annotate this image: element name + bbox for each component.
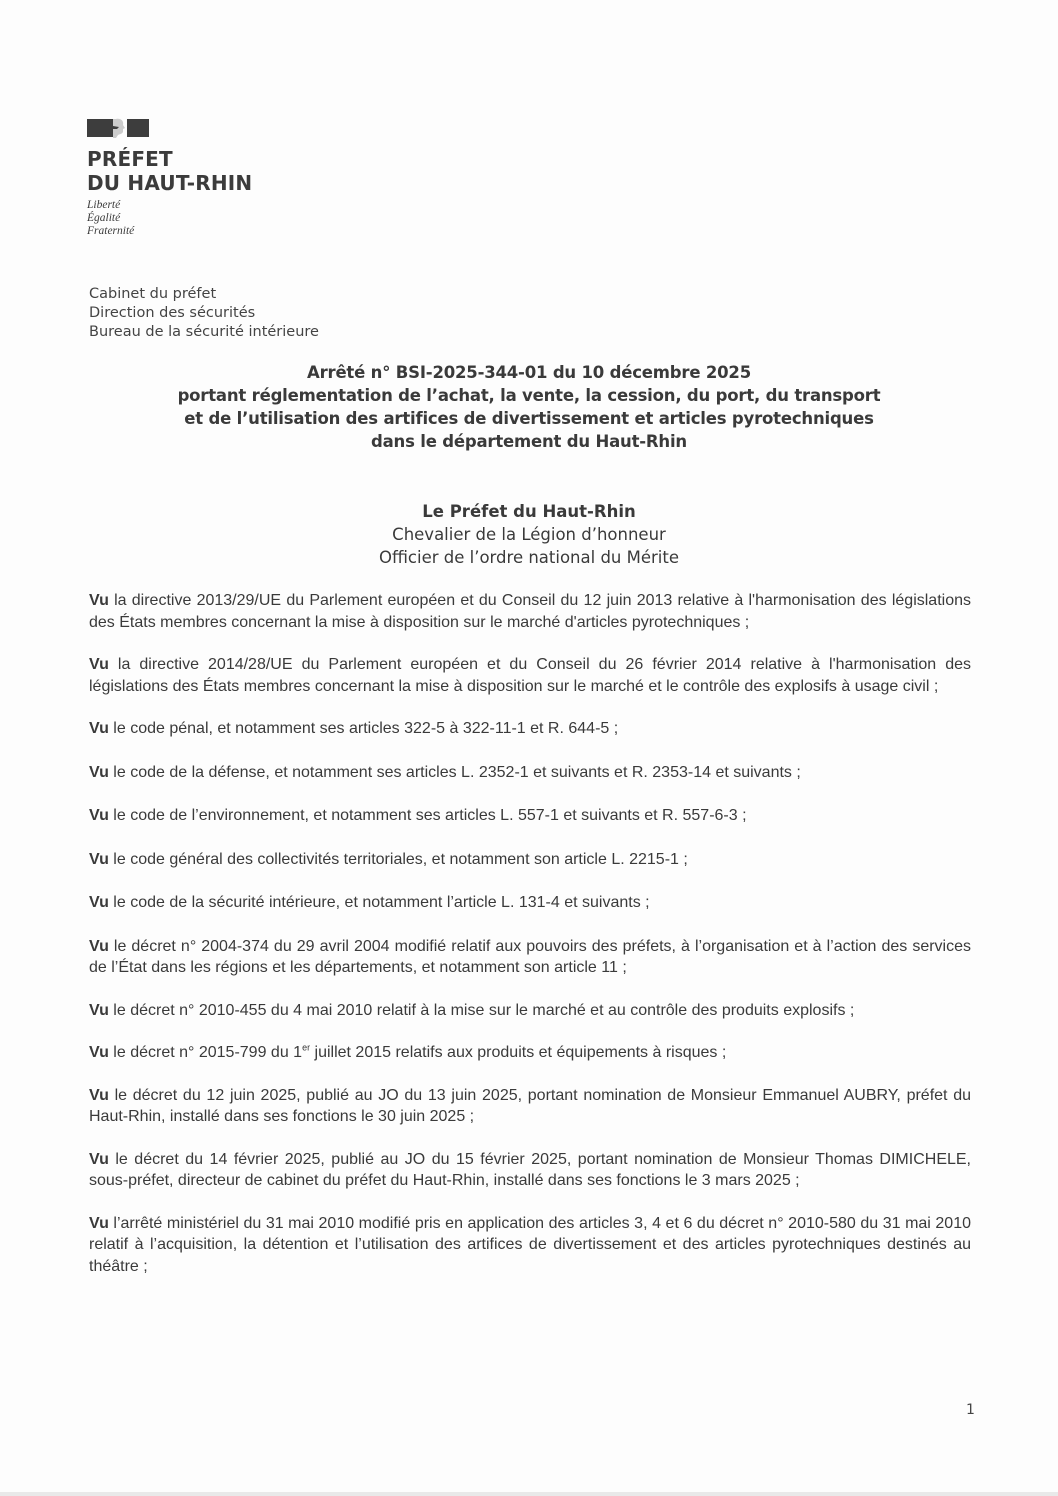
- decree-subject-line: portant réglementation de l’achat, la vente, la cession, du port, du transport: [177, 386, 881, 405]
- consideration-item: Vu le décret n° 2015-799 du 1er juillet 2015 relatifs aux produits et équipements à risques ;: [89, 1042, 727, 1061]
- decree-number: Arrêté n° BSI-2025-344-01 du 10 décembre 2025: [307, 363, 751, 382]
- decree-subject-line: dans le département du Haut-Rhin: [371, 432, 687, 451]
- institution-line-1: PRÉFET: [87, 147, 173, 171]
- authority-distinction: Chevalier de la Légion d’honneur: [392, 525, 666, 544]
- consideration-item: Vu le décret n° 2010-455 du 4 mai 2010 relatif à la mise sur le marché et au contrôle des produits explosifs ;: [89, 1001, 855, 1019]
- consideration-item: Vu le décret n° 2004-374 du 29 avril 2004 modifié relatif aux pouvoirs des préfets, à l’organisation et à l’action des services de l’État dans les régions et les départements, et notamment son article 11 ;: [89, 937, 971, 976]
- decree-title: [0, 361, 1058, 453]
- consideration-item: Vu le code général des collectivités territoriales, et notamment son article L. 2215-1 ;: [89, 850, 688, 868]
- consideration-item: Vu le décret du 14 février 2025, publié au JO du 15 février 2025, portant nomination de Monsieur Thomas DIMICHELE, sous-préfet, directeur de cabinet du préfet du Haut-Rhin, installé dans ses fonctions le 3 mars 2025 ;: [89, 1150, 971, 1189]
- consideration-item: Vu le décret du 12 juin 2025, publié au JO du 13 juin 2025, portant nomination de Monsieur Emmanuel AUBRY, préfet du Haut-Rhin, installé dans ses fonctions le 30 juin 2025 ;: [89, 1086, 971, 1125]
- considerations-list: [89, 590, 971, 1277]
- service-line: Bureau de la sécurité intérieure: [89, 324, 319, 340]
- decree-subject-line: et de l’utilisation des artifices de divertissement et articles pyrotechniques: [184, 409, 874, 428]
- consideration-item: Vu l’arrêté ministériel du 31 mai 2010 modifié pris en application des articles 3, 4 et 6 du décret n° 2010-580 du 31 mai 2010 relatif à l’acquisition, la détention et l’utilisation des artifices de divertissement et des articles pyrotechniques destinés au théâtre ;: [89, 1214, 971, 1275]
- page-number: 1: [966, 1402, 975, 1418]
- institution-name: [87, 147, 252, 195]
- service-line: Direction des sécurités: [89, 305, 256, 321]
- consideration-item: Vu la directive 2014/28/UE du Parlement européen et du Conseil du 26 février 2014 relative à l'harmonisation des législations des États membres concernant la mise à disposition sur le marché et le contrôle des explosifs à usage civil ;: [89, 656, 971, 695]
- consideration-item: Vu le code de la défense, et notamment ses articles L. 2352-1 et suivants et R. 2353-14 et suivants ;: [89, 763, 801, 781]
- consideration-item: Vu le code de la sécurité intérieure, et notamment l’article L. 131-4 et suivants ;: [89, 894, 650, 911]
- motto-egalite: Égalité: [87, 212, 121, 224]
- scan-edge-divider: [0, 1492, 1058, 1496]
- motto-liberte: Liberté: [87, 199, 121, 211]
- consideration-item: Vu le code de l’environnement, et notamment ses articles L. 557-1 et suivants et R. 557-6-3 ;: [89, 807, 747, 824]
- authority-distinction: Officier de l’ordre national du Mérite: [378, 548, 680, 567]
- consideration-item: Vu la directive 2013/29/UE du Parlement européen et du Conseil du 12 juin 2013 relative à l'harmonisation des législations des États membres concernant la mise à disposition sur le marché d'articles pyrotechniques ;: [89, 592, 971, 631]
- republic-motto: [87, 199, 252, 238]
- institution-line-2: DU HAUT-RHIN: [87, 171, 253, 195]
- authority-block: [0, 500, 1058, 569]
- service-line: Cabinet du préfet: [89, 286, 217, 302]
- motto-fraternite: Fraternité: [87, 225, 135, 237]
- marianne-logo-icon: [87, 117, 149, 139]
- issuing-service: [89, 285, 319, 342]
- authority-name: Le Préfet du Haut-Rhin: [422, 502, 636, 521]
- prefecture-logo: [87, 117, 252, 238]
- consideration-item: Vu le code pénal, et notamment ses articles 322-5 à 322-11-1 et R. 644-5 ;: [89, 720, 619, 737]
